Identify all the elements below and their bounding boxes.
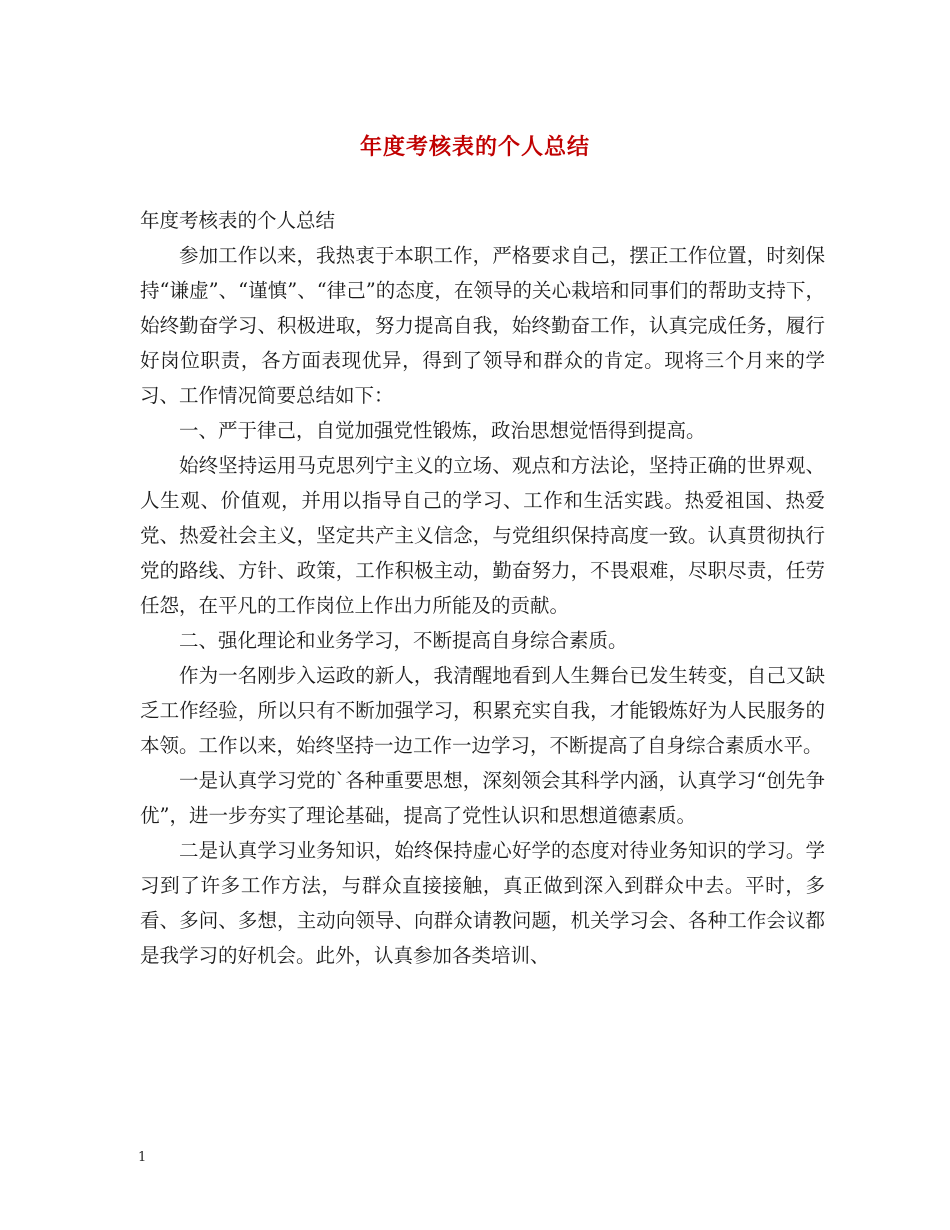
section-heading-2: 二、强化理论和业务学习，不断提高自身综合素质。 (179, 629, 628, 652)
body-heading: 年度考核表的个人总结 (140, 209, 336, 232)
paragraph-intro: 参加工作以来，我热衷于本职工作，严格要求自己，摆正工作位置，时刻保持“谦虚”、“谨慎”、“律己”的态度，在领导的关心栽培和同事们的帮助支持下，始终勤奋学习、积极进取，努力提高自我，始终勤奋工作，认真完成任务，履行好岗位职责，各方面表现优异，得到了领导和群众的肯定。现将三个月来的学习、工作情况简要总结如下： (140, 244, 825, 407)
document-title: 年度考核表的个人总结 (359, 134, 590, 160)
paragraph-point-2: 二是认真学习业务知识，始终保持虚心好学的态度对待业务知识的学习。学习到了许多工作方法，与群众直接接触，真正做到深入到群众中去。平时，多看、多问、多想，主动向领导、向群众请教问题，机关学习会、各种工作会议都是我学习的好机会。此外，认真参加各类培训、 (140, 839, 825, 967)
paragraph-section-2: 作为一名刚步入运政的新人，我清醒地看到人生舞台已发生转变，自己又缺乏工作经验，所以只有不断加强学习，积累充实自我，才能锻炼好为人民服务的本领。工作以来，始终坚持一边工作一边学习，不断提高了自身综合素质水平。 (140, 664, 825, 757)
paragraph-section-1: 始终坚持运用马克思列宁主义的立场、观点和方法论，坚持正确的世界观、人生观、价值观，并用以指导自己的学习、工作和生活实践。热爱祖国、热爱党、热爱社会主义，坚定共产主义信念，与党组织保持高度一致。认真贯彻执行党的路线、方针、政策，工作积极主动，勤奋努力，不畏艰难，尽职尽责，任劳任怨，在平凡的工作岗位上作出力所能及的贡献。 (140, 454, 825, 617)
section-heading-1: 一、严于律己，自觉加强党性锻炼，政治思想觉悟得到提高。 (179, 419, 706, 442)
document-body (140, 203, 825, 973)
page-number: 1 (138, 1150, 147, 1165)
paragraph-point-1: 一是认真学习党的`各种重要思想，深刻领会其科学内涵，认真学习“创先争优”，进一步夯实了理论基础，提高了党性认识和思想道德素质。 (140, 769, 825, 827)
